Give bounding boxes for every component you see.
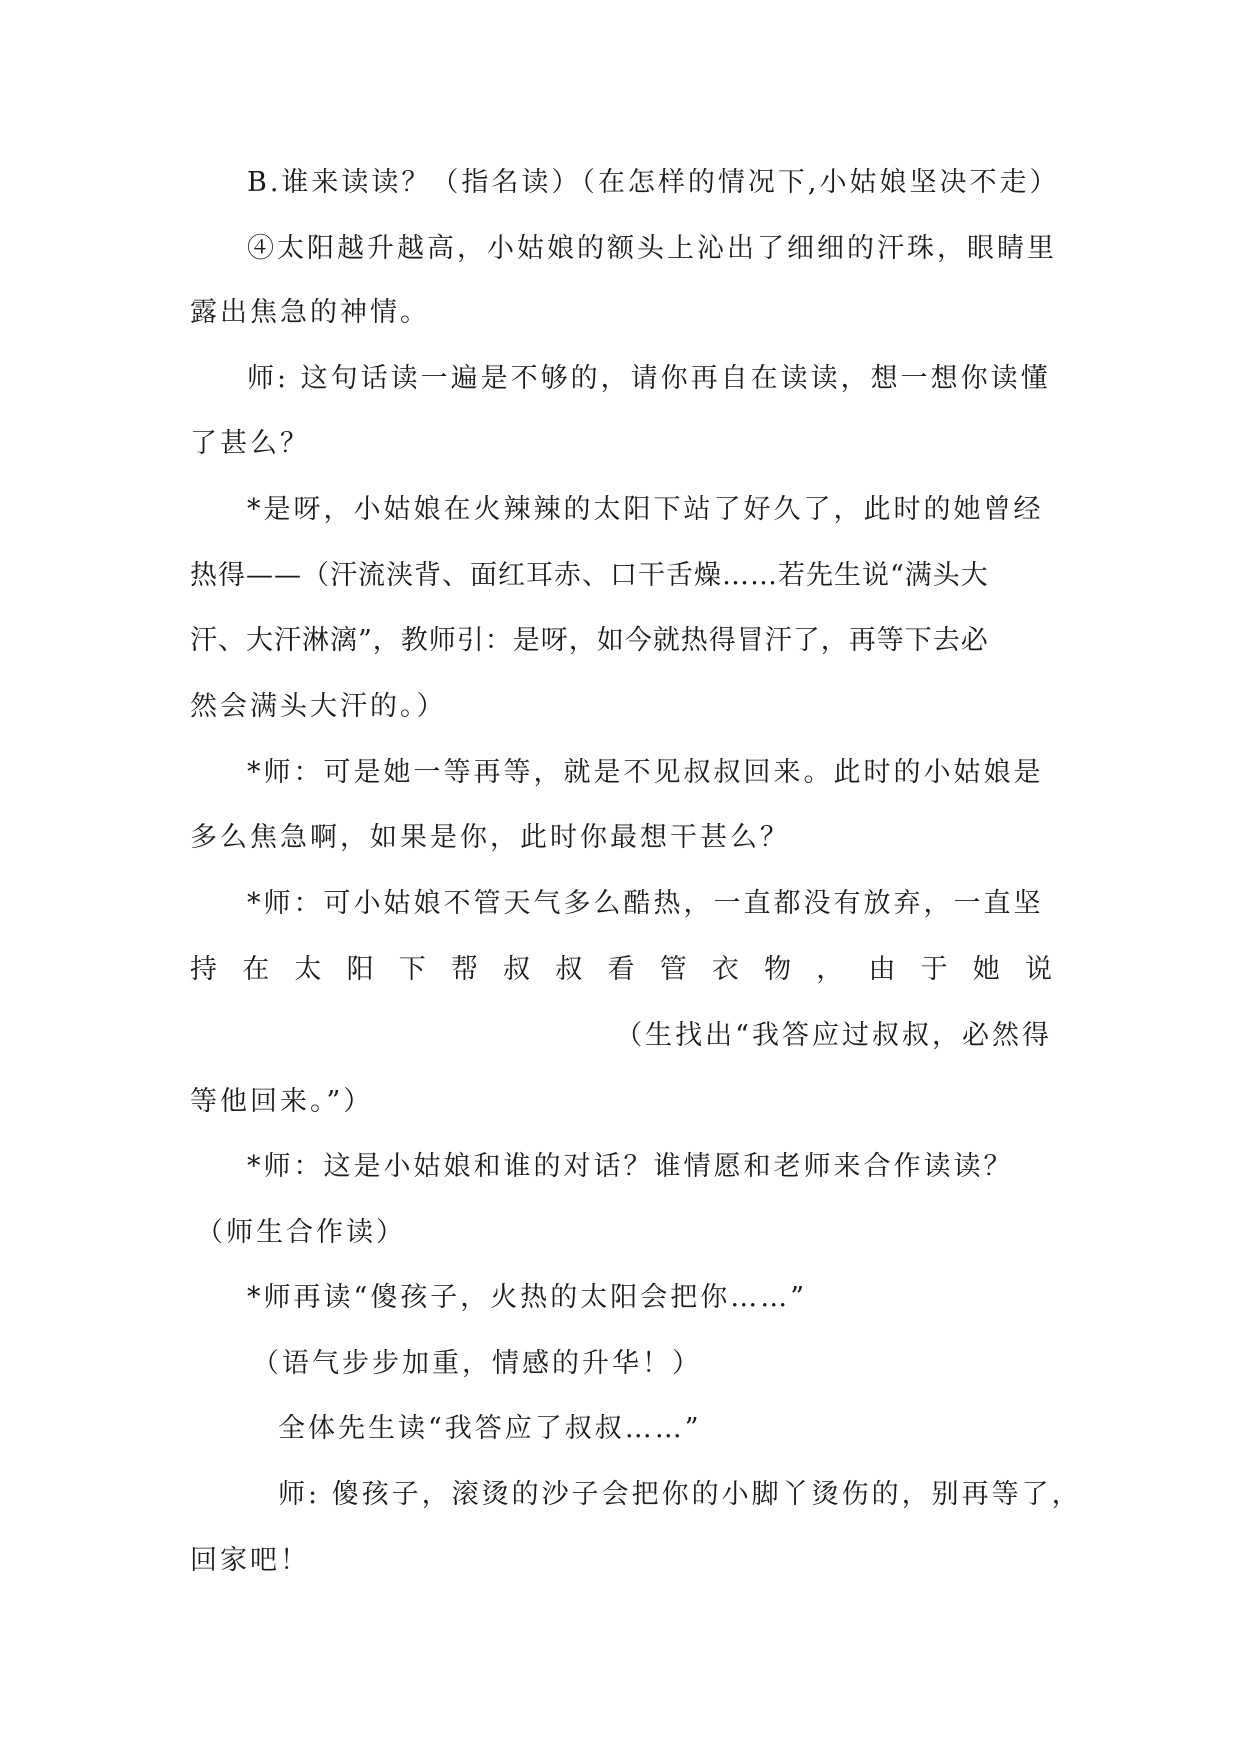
text-line-7: 热得——（汗流浃背、面红耳赤、口干舌燥……若先生说“满头大: [190, 560, 989, 591]
spaced-char: 持: [190, 954, 217, 985]
text-line-19: 全体先生读“我答应了叔叔……”: [278, 1413, 702, 1444]
text-line-12: *师：可小姑娘不管天气多么酷热，一直都没有放弃，一直坚: [247, 888, 1044, 919]
spaced-char: 在: [242, 954, 270, 985]
spaced-char: 叔: [555, 954, 583, 985]
text-line-14: 等他回来。”）: [190, 1086, 374, 1117]
text-line-17: *师再读“傻孩子，火热的太阳会把你……”: [247, 1282, 808, 1313]
text-line-13: （生找出“我答应过叔叔，必然得: [615, 1020, 1052, 1051]
text-line-15: *师：这是小姑娘和谁的对话？谁情愿和老师来合作读读？: [247, 1151, 1014, 1182]
spaced-char: 衣: [711, 954, 739, 985]
spaced-char: 叔: [503, 954, 531, 985]
text-line-1: B.谁来读读？（指名读）（在怎样的情况下,小姑娘坚决不走）: [247, 167, 1060, 198]
text-line-3: 露出焦急的神情。: [190, 297, 430, 328]
spaced-char: 帮: [450, 954, 478, 985]
text-line-11: 多么焦急啊，如果是你，此时你最想干甚么？: [190, 822, 790, 853]
spaced-char: 管: [659, 954, 687, 985]
text-line-20: 师: 傻孩子，滚烫的沙子会把你的小脚丫烫伤的，别再等了，: [278, 1479, 1082, 1510]
spaced-char: 由: [868, 954, 896, 985]
spaced-char: 阳: [346, 954, 374, 985]
spaced-char: 太: [294, 954, 322, 985]
text-line-18: （语气步步加重，情感的升华！）: [252, 1348, 702, 1379]
spaced-char: 看: [607, 954, 635, 985]
text-line-spaced: [190, 953, 1052, 987]
text-line-6: *是呀，小姑娘在火辣辣的太阳下站了好久了，此时的她曾经: [247, 494, 1044, 525]
spaced-char: ，: [816, 954, 844, 985]
text-line-21: 回家吧！: [190, 1545, 310, 1576]
text-line-5: 了甚么？: [190, 428, 310, 459]
text-line-2: ④太阳越升越高，小姑娘的额头上沁出了细细的汗珠，眼睛里: [247, 233, 1057, 264]
spaced-char: 说: [1025, 954, 1052, 985]
text-line-4: 师: 这句话读一遍是不够的，请你再自在读读，想一想你读懂: [247, 363, 1051, 394]
spaced-char: 她: [972, 954, 1000, 985]
spaced-char: 物: [764, 954, 792, 985]
text-line-9: 然会满头大汗的。）: [190, 691, 447, 722]
spaced-char: 下: [398, 954, 426, 985]
text-line-16: （师生合作读）: [196, 1217, 406, 1248]
text-line-10: *师：可是她一等再等，就是不见叔叔回来。此时的小姑娘是: [247, 757, 1044, 788]
text-line-8: 汗、大汗淋漓”，教师引：是呀，如今就热得冒汗了，再等下去必: [190, 625, 989, 656]
spaced-char: 于: [920, 954, 948, 985]
